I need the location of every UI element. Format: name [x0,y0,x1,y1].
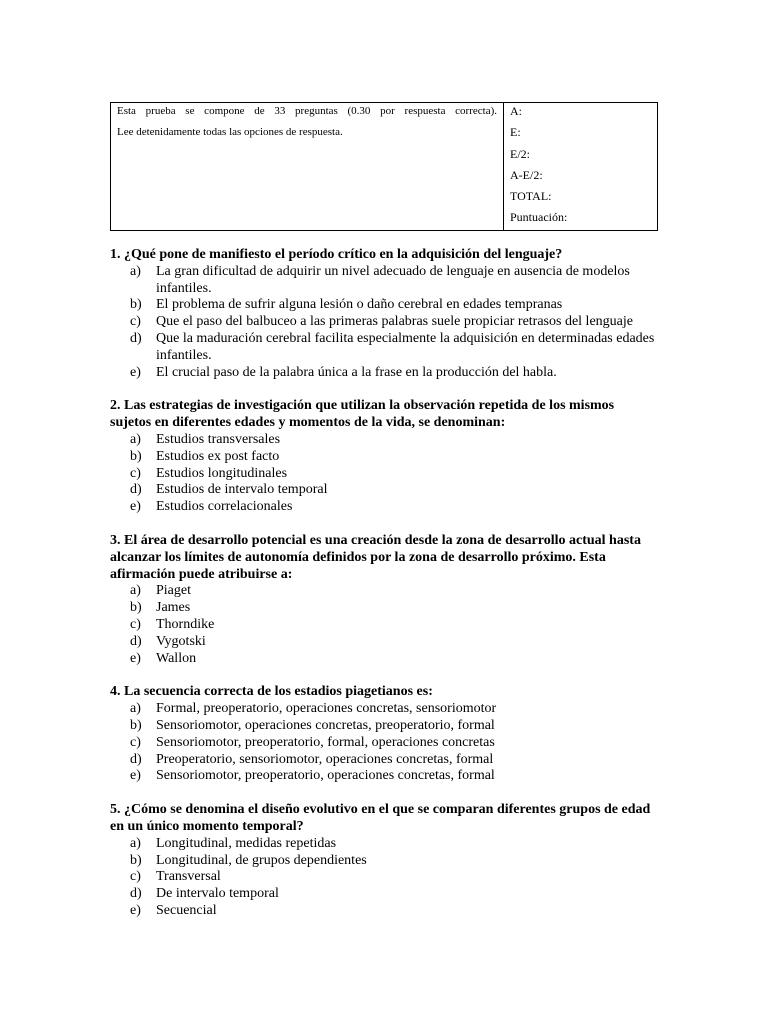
option-item [110,331,658,365]
option-label: e) [130,902,141,918]
option-item [110,735,658,752]
option-label: c) [130,734,141,750]
option-text: El crucial paso de la palabra única a la frase en la producción del habla. [156,364,557,380]
option-text: Sensoriomotor, preoperatorio, formal, operaciones concretas [156,734,495,750]
question-5 [110,802,658,920]
option-text: Estudios de intervalo temporal [156,482,328,498]
question-3 [110,533,658,667]
option-text: Longitudinal, de grupos dependientes [156,852,367,868]
option-label: e) [130,650,141,666]
option-item [110,499,658,516]
option-item [110,583,658,600]
option-list [110,264,658,382]
option-item [110,768,658,785]
option-item [110,701,658,718]
option-text: Sensoriomotor, operaciones concretas, preoperatorio, formal [156,717,495,733]
scoring-header-box [110,102,658,231]
score-fields-cell [504,103,657,230]
option-item [110,365,658,382]
question-text: 4. La secuencia correcta de los estadios piagetianos es: [110,684,433,700]
instruction-line: Esta prueba se compone de 33 preguntas (0.30 por respuesta correcta). [117,105,497,117]
option-label: c) [130,869,141,885]
score-field-total: TOTAL: [510,189,552,204]
option-label: e) [130,499,141,515]
option-text: Thorndike [156,616,215,632]
option-list [110,836,658,920]
option-text: La gran dificultad de adquirir un nivel adecuado de lenguaje en ausencia de modelos infantiles. [156,263,630,296]
option-item [110,617,658,634]
instructions-cell [111,103,504,230]
option-text: Que el paso del balbuceo a las primeras palabras suele propiciar retrasos del lenguaje [156,314,633,330]
option-item [110,903,658,920]
option-label: a) [130,263,141,279]
option-item [110,264,658,298]
option-text: Sensoriomotor, preoperatorio, operaciones concretas, formal [156,768,495,784]
question-4 [110,684,658,785]
option-label: b) [130,297,142,313]
question-text: 5. ¿Cómo se denomina el diseño evolutivo en el que se comparan diferentes grupos de edad en un único momento temporal? [110,802,651,834]
option-label: c) [130,465,141,481]
option-item [110,432,658,449]
option-label: a) [130,701,141,717]
option-label: d) [130,482,142,498]
option-text: James [156,600,191,616]
option-item [110,836,658,853]
option-label: d) [130,633,142,649]
question-text: 2. Las estrategias de investigación que utilizan la observación repetida de los mismos sujetos en diferentes edades y momentos de la vida, se denominan: [110,398,615,431]
option-item [110,869,658,886]
option-item [110,752,658,769]
option-item [110,297,658,314]
option-text: Estudios transversales [156,431,281,447]
option-text: De intervalo temporal [156,886,279,902]
option-label: b) [130,852,142,868]
option-item [110,482,658,499]
option-item [110,718,658,735]
instruction-line: Lee detenidamente todas las opciones de respuesta. [117,126,343,138]
option-text: Estudios correlacionales [156,499,293,515]
option-text: Formal, preoperatorio, operaciones concretas, sensoriomotor [156,701,497,717]
option-text: Secuencial [156,902,217,918]
option-item [110,886,658,903]
option-list [110,583,658,667]
option-label: a) [130,431,141,447]
option-item [110,449,658,466]
option-label: b) [130,600,142,616]
question-2 [110,398,658,516]
option-label: d) [130,886,142,902]
option-item [110,466,658,483]
option-item [110,600,658,617]
option-label: d) [130,751,142,767]
option-text: Preoperatorio, sensoriomotor, operaciones concretas, formal [156,751,494,767]
option-text: Longitudinal, medidas repetidas [156,835,337,851]
score-field-a: A: [510,104,522,118]
option-label: c) [130,616,141,632]
option-label: a) [130,835,141,851]
option-list [110,432,658,516]
option-text: Transversal [156,869,221,885]
option-text: Estudios ex post facto [156,448,280,464]
option-item [110,651,658,668]
option-item [110,314,658,331]
option-label: d) [130,330,142,346]
option-label: e) [130,364,141,380]
score-field-e: E: [510,125,521,140]
score-field-puntuacion: Puntuación: [510,210,568,225]
option-text: Piaget [156,583,191,599]
option-text: Estudios longitudinales [156,465,288,481]
score-field-e-half: E/2: [510,146,530,161]
option-label: c) [130,314,141,330]
option-label: e) [130,768,141,784]
question-list [110,247,658,937]
question-text: 3. El área de desarrollo potencial es una creación desde la zona de desarrollo actual hasta alcanzar los límites de autonomía definidos por la zona de desarrollo próximo. Esta afirmación puede atribuirse a: [110,532,641,582]
score-field-a-minus-e-half: A-E/2: [510,167,543,182]
option-item [110,634,658,651]
question-1 [110,247,658,381]
question-text: 1. ¿Qué pone de manifiesto el período crítico en la adquisición del lenguaje? [110,247,563,262]
option-label: a) [130,583,141,599]
option-text: Wallon [156,650,197,666]
option-list [110,701,658,785]
option-text: Vygotski [156,633,206,649]
option-label: b) [130,448,142,464]
option-label: b) [130,717,142,733]
option-item [110,853,658,870]
option-text: El problema de sufrir alguna lesión o daño cerebral en edades tempranas [156,297,563,313]
option-text: Que la maduración cerebral facilita especialmente la adquisición en determinadas edades infantiles. [156,330,655,363]
